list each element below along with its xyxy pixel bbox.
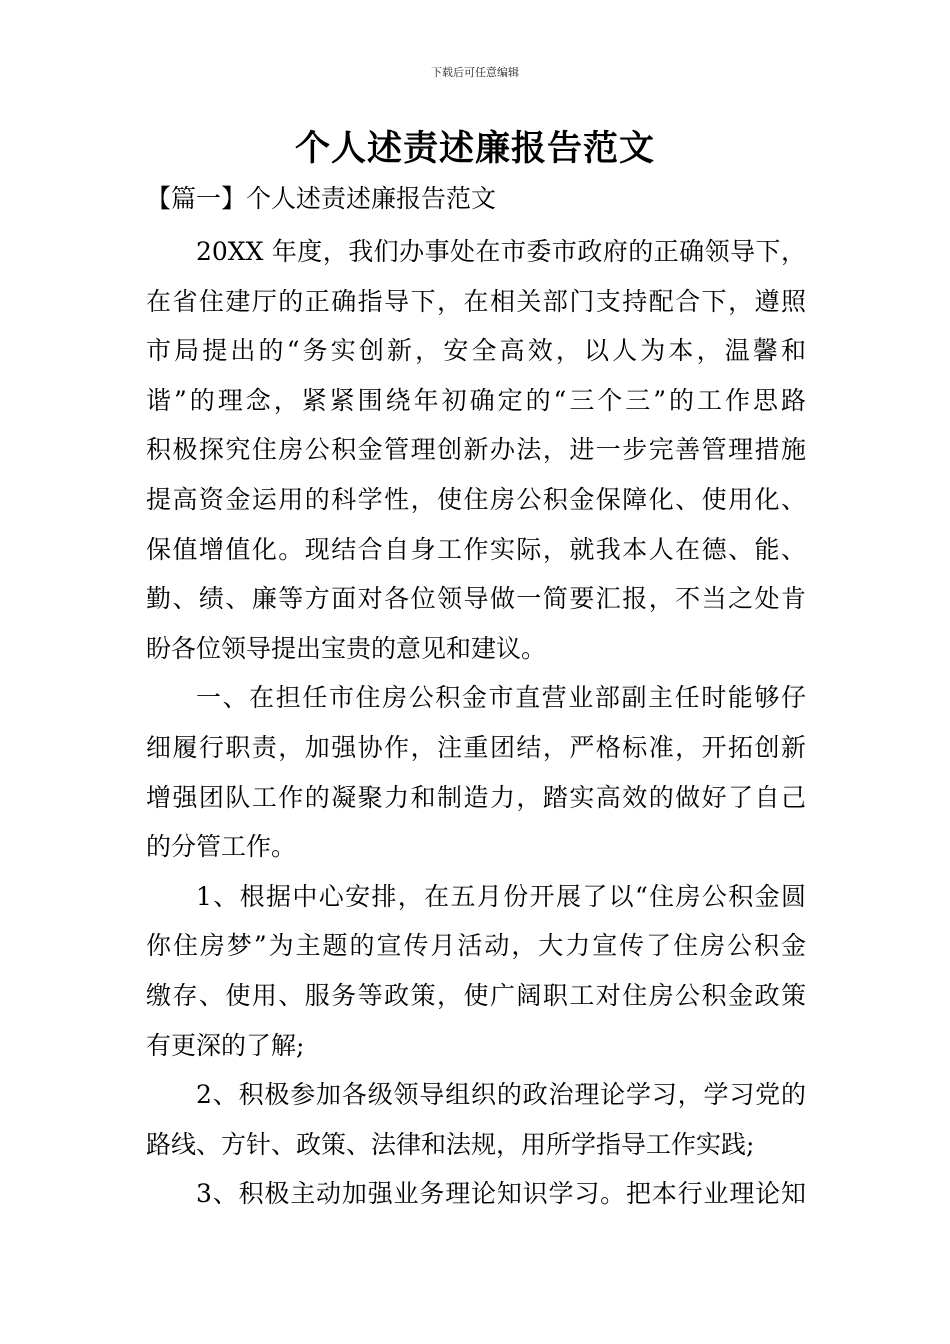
- section-heading: 【篇一】个人述责述廉报告范文: [146, 184, 497, 213]
- document-body: [146, 227, 806, 1219]
- paragraph-2: [146, 673, 806, 871]
- paragraph-3: [146, 872, 806, 1070]
- text-line: 一、在担任市住房公积金市直营业部副主任时能够仔: [196, 683, 806, 713]
- text-line: 盼各位领导提出宝贵的意见和建议。: [146, 633, 547, 663]
- text-line: 提高资金运用的科学性，使住房公积金保障化、使用化、: [146, 484, 806, 514]
- text-line: 在省住建厅的正确指导下，在相关部门支持配合下，遵照: [146, 286, 806, 316]
- text-line: 缴存、使用、服务等政策，使广阔职工对住房公积金政策: [146, 980, 806, 1010]
- text-line: 市局提出的“务实创新，安全高效，以人为本，温馨和: [146, 336, 806, 366]
- text-line: 3、积极主动加强业务理论知识学习。把本行业理论知: [196, 1179, 806, 1209]
- paragraph-4: [146, 1070, 806, 1169]
- text-line: 你住房梦”为主题的宣传月活动，大力宣传了住房公积金: [146, 931, 806, 961]
- text-line: 增强团队工作的凝聚力和制造力，踏实高效的做好了自己: [146, 782, 806, 812]
- text-line: 细履行职责，加强协作，注重团结，严格标准，开拓创新: [146, 732, 806, 762]
- text-line: 保值增值化。现结合自身工作实际，就我本人在德、能、: [146, 534, 806, 564]
- text-line: 20XX 年度，我们办事处在市委市政府的正确领导下，: [196, 237, 806, 266]
- text-line: 积极探究住房公积金管理创新办法，进一步完善管理措施: [146, 435, 806, 465]
- text-line: 勤、绩、廉等方面对各位领导做一简要汇报，不当之处肯: [146, 584, 806, 614]
- text-line: 1、根据中心安排，在五月份开展了以“住房公积金圆: [196, 881, 806, 911]
- text-line: 的分管工作。: [146, 832, 297, 862]
- paragraph-5: [146, 1169, 806, 1219]
- text-line: 2、积极参加各级领导组织的政治理论学习，学习党的: [196, 1080, 806, 1110]
- page-title: 个人述责述廉报告范文: [294, 128, 655, 169]
- text-line: 路线、方针、政策、法律和法规，用所学指导工作实践;: [146, 1129, 755, 1159]
- text-line: 谐”的理念，紧紧围绕年初确定的“三个三”的工作思路: [146, 385, 806, 415]
- header-note: 下载后可任意编辑: [431, 66, 519, 79]
- text-line: 有更深的了解;: [146, 1030, 305, 1060]
- paragraph-1: [146, 227, 806, 673]
